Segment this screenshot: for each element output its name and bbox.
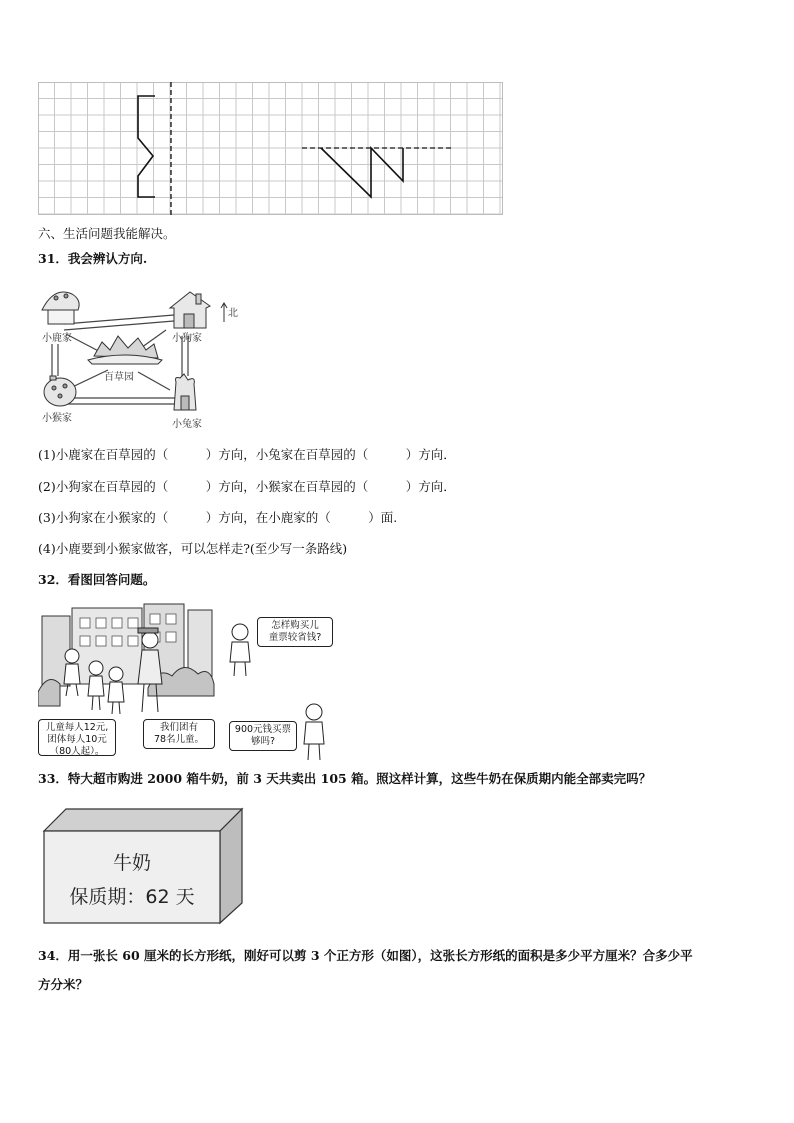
map-label-deer: 小鹿家 — [42, 333, 72, 344]
deer-house-icon — [42, 292, 79, 324]
q34-line-1: 34．用一张长 60 厘米的长方形纸，刚好可以剪 3 个正方形（如图），这张长方形纸的面积是多少平方厘米？合多少平 — [38, 948, 693, 963]
bubble-cheapest-question: 怎样购买儿 童票较省钱? — [257, 617, 333, 647]
dog-house-icon — [170, 292, 210, 328]
rabbit-house-icon — [174, 374, 196, 410]
map-label-rabbit: 小兔家 — [172, 419, 202, 430]
bubble-budget-question: 900元钱买票 够吗? — [229, 721, 297, 751]
bubble-group-size: 我们团有 78名儿童。 — [143, 719, 215, 749]
milk-box-figure — [42, 807, 246, 927]
q31-line-2: (2)小狗家在百草园的（ ）方向，小猴家在百草园的（ ）方向． — [38, 479, 456, 494]
right-half-shape — [321, 148, 403, 197]
north-arrow-icon — [221, 303, 227, 322]
direction-map — [38, 284, 248, 432]
q31-line-1: (1)小鹿家在百草园的（ ）方向，小兔家在百草园的（ ）方向． — [38, 447, 456, 462]
map-label-dog: 小狗家 — [172, 333, 202, 344]
milk-box-line-2: 保质期：62 天 — [69, 886, 195, 908]
q31-title: 31．我会辨认方向. — [38, 251, 148, 266]
milk-box-line-1: 牛奶 — [112, 852, 152, 874]
map-label-north: 北 — [228, 308, 238, 319]
left-half-shape — [138, 96, 155, 197]
bubble-ticket-price: 儿童每人12元, 团体每人10元 （80人起）。 — [38, 719, 116, 756]
monkey-house-icon — [44, 376, 76, 406]
map-label-monkey: 小猴家 — [42, 413, 72, 424]
q32-title: 32．看图回答问题。 — [38, 572, 156, 587]
q31-line-3: (3)小狗家在小猴家的（ ）方向，在小鹿家的（ ）面. — [38, 510, 398, 525]
symmetry-grid-figure — [38, 82, 504, 216]
map-label-garden: 百草园 — [104, 372, 134, 383]
q34-line-2: 方分米？ — [38, 977, 89, 992]
q33-title: 33．特大超市购进 2000 箱牛奶，前 3 天共卖出 105 箱。照这样计算，这些牛奶在保质期内能全部卖完吗？ — [38, 771, 652, 786]
q31-line-4: (4)小鹿要到小猴家做客，可以怎样走?(至少写一条路线) — [38, 541, 348, 556]
section-title: 六、生活问题我能解决。 — [38, 226, 176, 241]
